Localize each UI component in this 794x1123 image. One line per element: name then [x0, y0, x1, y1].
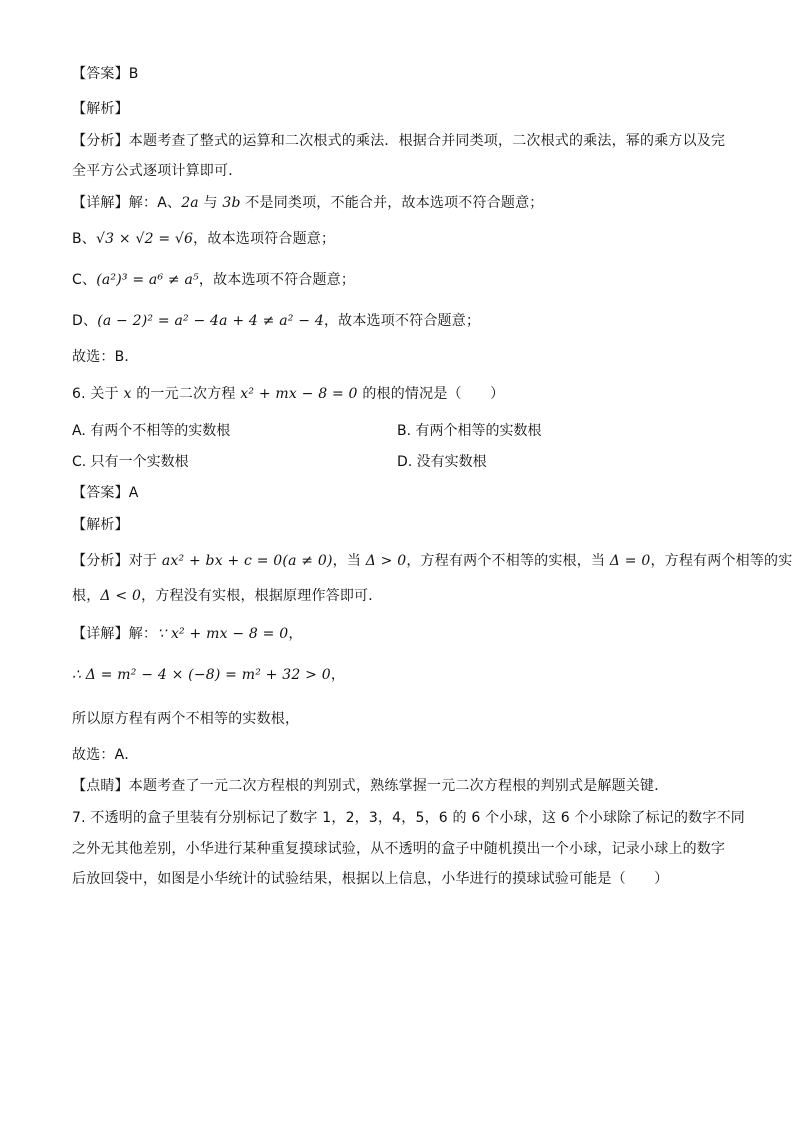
math-delta-negative: Δ < 0 [100, 588, 142, 604]
detail-5-a [72, 193, 544, 213]
math-power: (a²)³ = a⁶ ≠ a⁵ [96, 272, 199, 288]
text: 与 [198, 195, 223, 211]
detail-5-c [72, 270, 355, 290]
math-delta-positive: Δ > 0 [365, 553, 407, 569]
option-b: B. 有两个相等的实数根 [397, 423, 542, 439]
math-equation: x² + mx − 8 = 0 [240, 386, 358, 402]
detail-6-line2 [72, 665, 345, 685]
question-7-line3: 后放回袋中，如图是小华统计的试验结果，根据以上信息，小华进行的摸球试验可能是（ ） [72, 871, 669, 887]
analysis-text-6-line2 [72, 586, 382, 606]
text: ，故本选项不符合题意； [323, 313, 481, 329]
question-7-line1: 7. 不透明的盒子里装有分别标记了数字 1，2，3，4，5，6 的 6 个小球，这 6 个小球除了标记的数字不同 [72, 810, 745, 826]
detail-6-line1 [72, 624, 303, 644]
question-7-line2: 之外无其他差别，小华进行某种重复摸球试验，从不透明的盒子中随机摸出一个小球，记录小球上的数字 [72, 841, 726, 857]
option-d: D. 没有实数根 [397, 454, 487, 470]
detail-5-d [72, 311, 480, 331]
text: ， [330, 667, 346, 683]
math-x: x [123, 386, 132, 402]
text: 的一元二次方程 [131, 386, 241, 402]
text: ，方程没有实根，根据原理作答即可． [141, 588, 383, 604]
option-a: A. 有两个不相等的实数根 [72, 423, 231, 439]
detail-6-line3: 所以原方程有两个不相等的实数根， [72, 711, 300, 727]
text: ，方程有两个相等的实 [650, 553, 793, 569]
text: ，当 [332, 553, 366, 569]
text: 【详解】解： [72, 626, 158, 642]
choice-5: 故选：B． [72, 349, 139, 365]
text: ，故本选项符合题意； [193, 231, 336, 247]
analysis-heading-5: 【解析】 [72, 101, 129, 117]
math-2a: 2a [181, 195, 199, 211]
option-label: C、 [72, 272, 97, 288]
text: ，方程有两个不相等的实根，当 [406, 553, 610, 569]
question-6 [72, 384, 504, 404]
answer-6: 【答案】A [72, 485, 139, 501]
analysis-text-5-line1: 【分析】本题考查了整式的运算和二次根式的乘法．根据合并同类项，二次根式的乘法，幂的乘方以及完 [72, 133, 726, 149]
math-3b: 3b [222, 195, 241, 211]
comment-6: 【点睛】本题考查了一元二次方程根的判别式，熟练掌握一元二次方程根的判别式是解题关键． [72, 778, 669, 794]
analysis-text-5-line2: 全平方公式逐项计算即可． [72, 163, 243, 179]
math-delta-zero: Δ = 0 [609, 553, 651, 569]
option-label: D、 [72, 313, 98, 329]
text: 的根的情况是（ ） [357, 386, 505, 402]
analysis-heading-6: 【解析】 [72, 517, 129, 533]
detail-5-b [72, 229, 335, 249]
detail-label: 【详解】解：A、 [72, 195, 182, 211]
choice-6: 故选：A． [72, 747, 139, 763]
text: 根， [72, 588, 101, 604]
math-sqrt-product: √3 × √2 = √6 [96, 231, 194, 247]
text: 6. 关于 [72, 386, 124, 402]
analysis-text-6-line1 [72, 551, 792, 571]
math-because: ∵ x² + mx − 8 = 0 [157, 626, 289, 642]
answer-5: 【答案】B [72, 66, 139, 82]
math-general-quadratic: ax² + bx + c = 0(a ≠ 0) [161, 553, 333, 569]
math-square: (a − 2)² = a² − 4a + 4 ≠ a² − 4 [97, 313, 324, 329]
text: 不是同类项，不能合并，故本选项不符合题意； [240, 195, 544, 211]
text: ，故本选项不符合题意； [198, 272, 356, 288]
text: ， [288, 626, 303, 642]
option-label: B、 [72, 231, 97, 247]
math-discriminant: ∴ Δ = m² − 4 × (−8) = m² + 32 > 0 [72, 667, 331, 683]
text: 【分析】对于 [72, 553, 162, 569]
option-c: C. 只有一个实数根 [72, 454, 189, 470]
